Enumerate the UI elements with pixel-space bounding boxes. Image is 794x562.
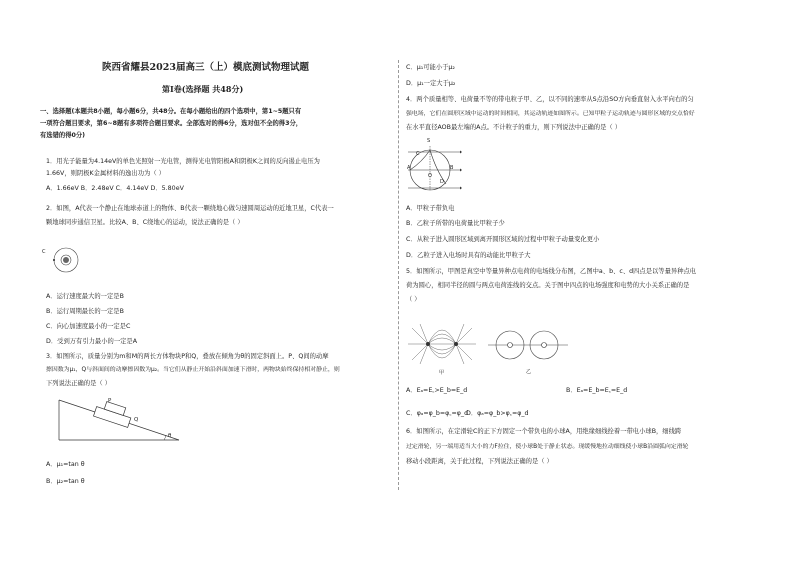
q5-option-c: C．φₐ=φ_b=φ꜀=φ_d (406, 410, 469, 417)
q5-circles-figure (488, 328, 568, 362)
charge-right-icon (542, 343, 547, 348)
instructions-line-3: 有选错的得0分) (40, 132, 86, 139)
q3-option-c: C．μ₁可能小于μ₂ (406, 64, 455, 71)
q4-fig-label-b: B (450, 165, 454, 171)
q3-stem-line-1: 3．如图所示，质量分别为m和M的两长方体物块P和Q，叠放在倾角为θ的固定斜面上。P、Q间的动摩 (46, 353, 329, 360)
q3-fig-label-q: Q (134, 417, 139, 423)
q3-option-d: D．μ₁一定大于μ₂ (406, 80, 456, 87)
q4-fig-label-o: O (428, 173, 432, 179)
exam-title: 陕西省耀县2023届高三（上）模底测试物理试题 (102, 62, 309, 73)
field-arrow-1 (460, 151, 462, 154)
q5-stem-line-2: 荷为圆心，相同半径的圆与两点电荷连线的交点。关于图中四点的电场强度和电势的大小关系正确的是 (406, 282, 690, 289)
q3-fig-label-p: P (108, 398, 112, 404)
q3-fig-label-theta: θ (168, 433, 172, 439)
q4-stem-line-2: 强电场，它们在圆形区域中运动的时间相同，其运动轨迹如图所示。已知甲粒子运动轨迹与圆形区域的交点恰好 (406, 111, 695, 117)
field-line-down-2 (456, 344, 464, 364)
q5-option-b: B．Eₐ=E_b=E꜀=E_d (566, 387, 628, 394)
q3-stem-line-3: 下列说法正确的是（ ） (46, 380, 111, 387)
q6-stem-line-3: 移动小段距离，关于此过程，下列说法正确的是（ ） (406, 458, 553, 465)
field-line-right-up (456, 328, 472, 344)
field-line-left-up (412, 328, 428, 344)
q4-option-a: A．甲粒子带负电 (406, 205, 455, 212)
q2-orbit-figure (46, 244, 76, 274)
charge-left-icon (508, 343, 513, 348)
field-line-up-2 (456, 324, 464, 344)
q5-fig-label-jia: 甲 (439, 370, 445, 376)
q4-fig-label-a: A (407, 165, 411, 171)
q4-stem-line-1: 4．两个质量相等、电荷量不等的带电粒子甲、乙，以不同的速率从S点沿SO方向垂直射入水平向右的匀 (406, 96, 694, 103)
q3-incline-figure (54, 395, 184, 445)
q2-option-b: B．运行周期最长的一定是B (46, 308, 124, 315)
instructions-line-2: 一项符合题目要求，第6~8题有多项符合题目要求。全部选对的得6分，选对但不全的得3分， (40, 120, 303, 127)
field-line-c (428, 334, 456, 344)
angle-arc (164, 435, 166, 440)
q2-option-a: A．运行速度最大的一定是B (46, 293, 124, 300)
q5-field-lines-figure (406, 322, 478, 368)
q1-options: A．1.66eV B．2.48eV C．4.14eV D．5.80eV (46, 185, 184, 192)
section-subtitle: 第Ⅰ卷(选择题 共48分) (162, 84, 244, 94)
column-divider (398, 60, 399, 490)
q3-option-a: A．μ₁=tan θ (46, 461, 85, 468)
positive-charge-icon (426, 342, 430, 346)
q3-option-b: B．μ₂=tan θ (46, 478, 85, 485)
satellite-c-dot (53, 259, 55, 261)
q4-option-b: B．乙粒子所带的电荷量比甲粒子少 (406, 220, 505, 227)
q2-option-d: D．受到万有引力最小的一定是A (46, 338, 138, 345)
q2-fig-label-c: C (42, 249, 46, 255)
q4-option-d: D．乙粒子进入电场时具有的动能比甲粒子大 (406, 252, 531, 259)
field-line-right-down (456, 344, 472, 360)
field-line-f (428, 344, 456, 358)
earth-icon (63, 257, 69, 263)
field-line-d (428, 344, 456, 354)
field-line-e (428, 330, 456, 344)
q1-stem-line-2: 1.66V，则阴极K金属材料的逸出功为（ ） (46, 170, 165, 177)
q5-option-a: A．Eₐ=E꜀>E_b=E_d (406, 387, 468, 394)
field-line-left-down (412, 344, 428, 360)
q4-fig-label-c: C (416, 151, 420, 157)
negative-charge-icon (454, 342, 458, 346)
q2-option-c: C．向心加速度最小的一定是C (46, 323, 131, 330)
q3-stem-line-2: 擦因数为μ₁，Q与斜面间的动摩擦因数为μ₂。当它们从静止开始沿斜面加速下滑时，两物块始终保持相对静止，则 (46, 367, 340, 373)
q4-fig-label-s: S (427, 138, 431, 144)
q1-stem-line-1: 1．用光子能量为4.14eV的单色光照射一光电管，测得光电管阳极A和阴极K之间的反向遏止电压为 (46, 158, 320, 165)
field-arrow-3 (460, 187, 462, 190)
q4-option-c: C．从粒子进入圆形区域到离开圆形区域的过程中甲粒子动量变化更小 (406, 236, 600, 243)
field-line-down-1 (420, 344, 428, 364)
q5-stem-line-1: 5．如图所示，甲图是真空中等量异种点电荷的电场线分布图，乙图中a、b、c、d四点是以等量异种点电 (406, 268, 697, 275)
instructions-line-1: 一、选择题(本题共8小题，每小题6分，共48分。在每小题给出的四个选项中，第1~5题只有 (40, 108, 302, 115)
q5-fig-label-yi: 乙 (526, 369, 532, 375)
field-line-up-1 (420, 324, 428, 344)
q6-stem-line-2: 过定滑轮，另一端用适当大小的力F拉住，使小球B处于静止状态。现缓慢地拉动细线使小球B沿圆弧向定滑轮 (406, 444, 689, 450)
q4-field-figure (406, 140, 462, 192)
q2-stem-line-2: 颗地球同步通信卫星。比较A、B、C绕地心的运动，说法正确的是（ ） (46, 219, 244, 226)
q4-stem-line-3: 在水平直径AOB最左端的A点。不计粒子的重力，则下列说法中正确的是（ ） (406, 124, 621, 131)
q5-stem-line-3: （ ） (406, 296, 421, 303)
field-arrow-2 (460, 169, 462, 172)
q5-option-d: D．φₐ=φ_b>φ꜀=φ_d (466, 410, 529, 417)
q2-stem-line-1: 2．如图，A代表一个静止在地球赤道上的物体、B代表一颗绕地心做匀速圆周运动的近地卫星，C代表一 (46, 205, 334, 212)
q6-stem-line-1: 6．如图所示，在定滑轮C的正下方固定一个带负电的小球A，用绝缘细线拴着一带电小球B，细线跨 (406, 428, 682, 435)
q4-fig-label-d: D (440, 179, 444, 185)
